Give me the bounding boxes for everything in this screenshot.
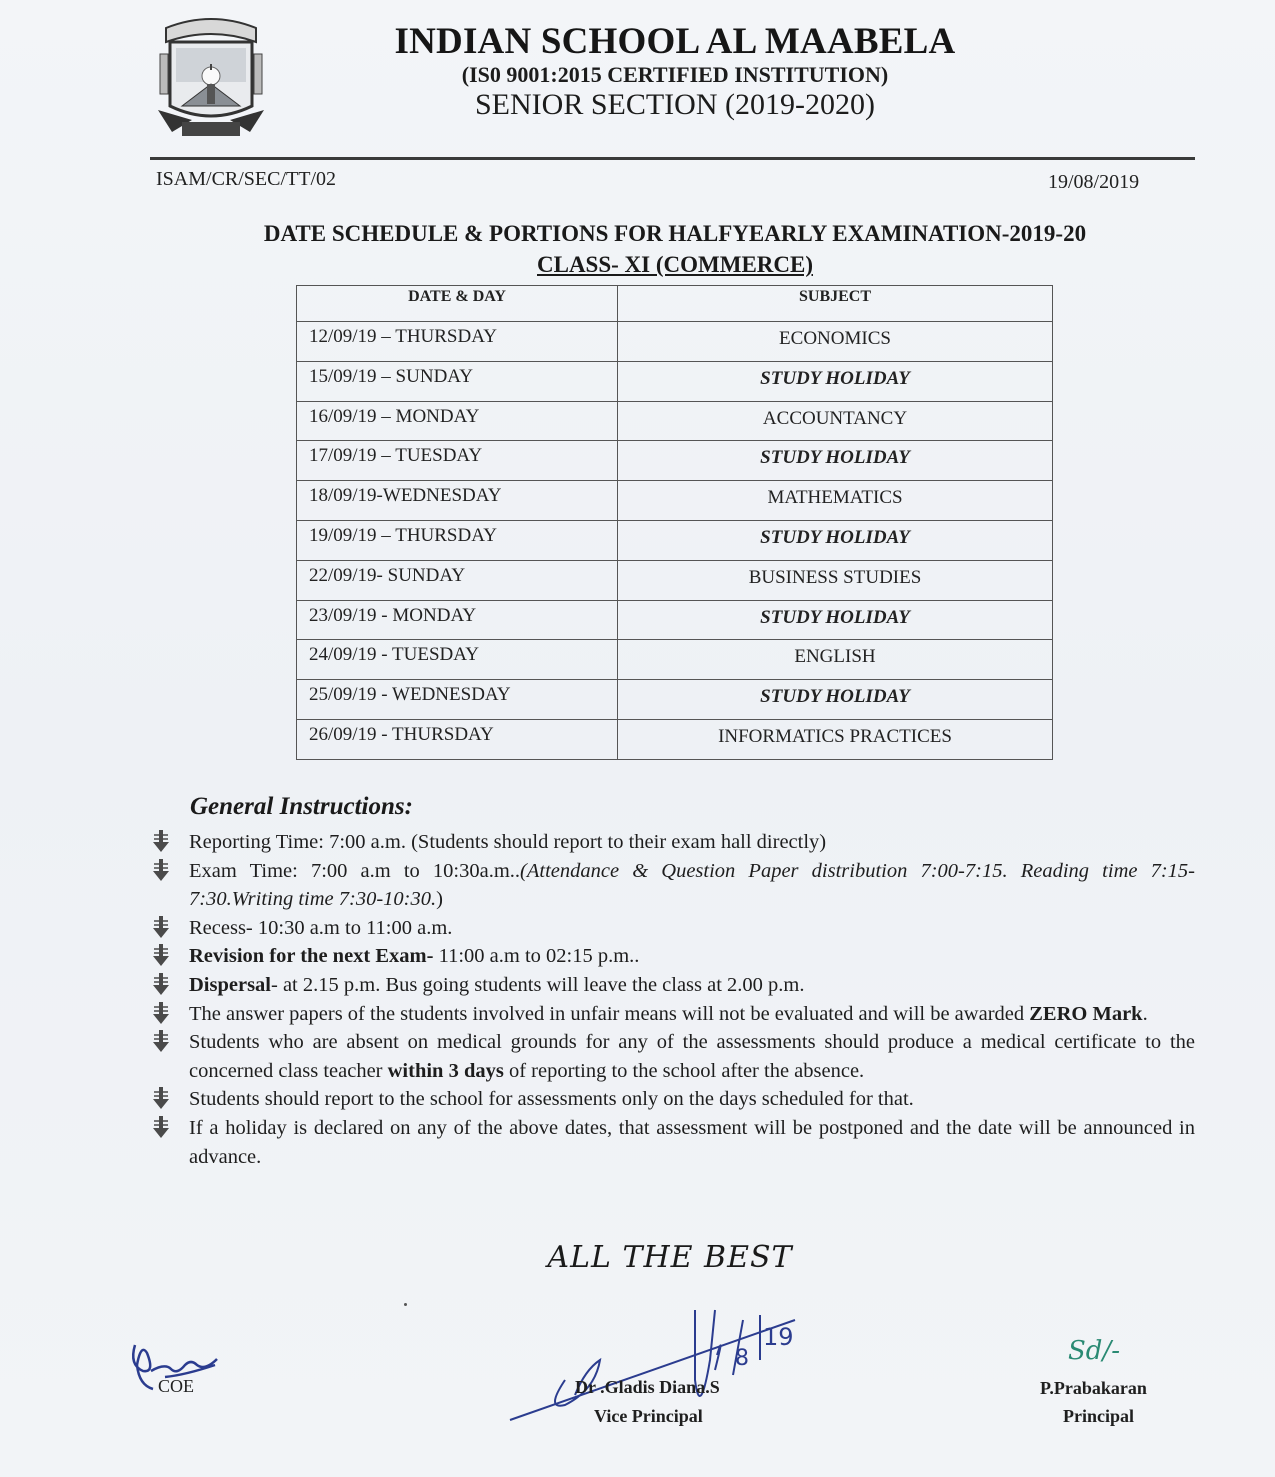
subject-cell: ACCOUNTANCY [618, 401, 1053, 441]
exam-title: DATE SCHEDULE & PORTIONS FOR HALFYEARLY EXAMINATION-2019-20 [263, 221, 1087, 246]
down-arrow-bullet-icon [150, 858, 172, 882]
vice-principal-title: Vice Principal [594, 1406, 703, 1426]
document-date: 19/08/2019 [1048, 171, 1140, 193]
down-arrow-bullet-icon [150, 972, 172, 996]
subject-cell: INFORMATICS PRACTICES [618, 719, 1053, 759]
subject-cell-holiday: STUDY HOLIDAY [618, 600, 1053, 640]
down-arrow-bullet-icon [150, 1001, 172, 1025]
instruction-item: Students should report to the school for assessments only on the days scheduled for that. [150, 1085, 1195, 1114]
instruction-item: Students who are absent on medical grounds for any of the assessments should produce a medical certificate to the concerned class teacher within 3 days of reporting to the school after the absence. [150, 1028, 1195, 1085]
instructions-heading: General Instructions: [190, 793, 413, 820]
subject-cell: ENGLISH [618, 640, 1053, 680]
school-name: INDIAN SCHOOL AL MAABELA [394, 21, 956, 62]
down-arrow-bullet-icon [150, 1029, 172, 1053]
subject-cell: MATHEMATICS [618, 481, 1053, 521]
subject-cell: BUSINESS STUDIES [618, 560, 1053, 600]
table-row [297, 481, 1053, 521]
coe-label: COE [158, 1376, 194, 1396]
school-crest-logo [152, 14, 270, 144]
exam-schedule-table [296, 285, 1053, 760]
date-cell: 26/09/19 - THURSDAY [297, 719, 618, 759]
table-row [297, 600, 1053, 640]
closing-message: ALL THE BEST [547, 1240, 793, 1275]
principal-name: P.Prabakaran [1040, 1378, 1147, 1398]
table-row [297, 560, 1053, 600]
table-header-row [297, 286, 1053, 322]
instruction-item: If a holiday is declared on any of the above dates, that assessment will be postponed and the date will be announced in advance. [150, 1114, 1195, 1171]
date-cell: 15/09/19 – SUNDAY [297, 361, 618, 401]
vice-principal-name: Dr .Gladis Diana.S [575, 1377, 720, 1397]
date-cell: 25/09/19 - WEDNESDAY [297, 680, 618, 720]
column-header-subject: SUBJECT [618, 286, 1053, 322]
scan-speck [404, 1303, 407, 1306]
header-divider [150, 157, 1195, 160]
instruction-item: Recess- 10:30 a.m to 11:00 a.m. [150, 914, 1195, 943]
class-title: CLASS- XI (COMMERCE) [537, 252, 813, 277]
table-row [297, 719, 1053, 759]
instruction-item: Revision for the next Exam- 11:00 a.m to 02:15 p.m.. [150, 942, 1195, 971]
instruction-item: Dispersal- at 2.15 p.m. Bus going students will leave the class at 2.00 p.m. [150, 971, 1195, 1000]
down-arrow-bullet-icon [150, 1086, 172, 1110]
section-line: SENIOR SECTION (2019-2020) [475, 88, 875, 121]
subject-cell-holiday: STUDY HOLIDAY [618, 680, 1053, 720]
instructions-list [150, 828, 1195, 1171]
reference-number: ISAM/CR/SEC/TT/02 [156, 168, 337, 190]
subject-cell: ECONOMICS [618, 322, 1053, 362]
table-row [297, 680, 1053, 720]
subject-cell-holiday: STUDY HOLIDAY [618, 441, 1053, 481]
date-cell: 18/09/19-WEDNESDAY [297, 481, 618, 521]
table-row [297, 361, 1053, 401]
table-row [297, 640, 1053, 680]
table-row [297, 401, 1053, 441]
principal-sd-mark: Sd/- [1068, 1336, 1120, 1366]
table-row [297, 520, 1053, 560]
principal-title: Principal [1063, 1406, 1134, 1426]
table-row [297, 441, 1053, 481]
instruction-item: Exam Time: 7:00 a.m to 10:30a.m..(Attendance & Question Paper distribution 7:00-7:15. Reading time 7:15-7:30.Writing time 7:30-10:30.) [150, 857, 1195, 914]
date-cell: 22/09/19- SUNDAY [297, 560, 618, 600]
down-arrow-bullet-icon [150, 1115, 172, 1139]
date-cell: 17/09/19 – TUESDAY [297, 441, 618, 481]
instruction-item: Reporting Time: 7:00 a.m. (Students should report to their exam hall directly) [150, 828, 1195, 857]
svg-text:19: 19 [763, 1323, 794, 1351]
instruction-item: The answer papers of the students involved in unfair means will not be evaluated and will be awarded ZERO Mark. [150, 1000, 1195, 1029]
date-cell: 23/09/19 - MONDAY [297, 600, 618, 640]
column-header-date: DATE & DAY [297, 286, 618, 322]
down-arrow-bullet-icon [150, 943, 172, 967]
date-cell: 16/09/19 – MONDAY [297, 401, 618, 441]
down-arrow-bullet-icon [150, 915, 172, 939]
svg-text:8: 8 [735, 1346, 749, 1371]
subject-cell-holiday: STUDY HOLIDAY [618, 520, 1053, 560]
date-cell: 19/09/19 – THURSDAY [297, 520, 618, 560]
date-cell: 12/09/19 – THURSDAY [297, 322, 618, 362]
subject-cell-holiday: STUDY HOLIDAY [618, 361, 1053, 401]
table-row [297, 322, 1053, 362]
certification-line: (IS0 9001:2015 CERTIFIED INSTITUTION) [461, 62, 889, 87]
date-cell: 24/09/19 - TUESDAY [297, 640, 618, 680]
down-arrow-bullet-icon [150, 829, 172, 853]
